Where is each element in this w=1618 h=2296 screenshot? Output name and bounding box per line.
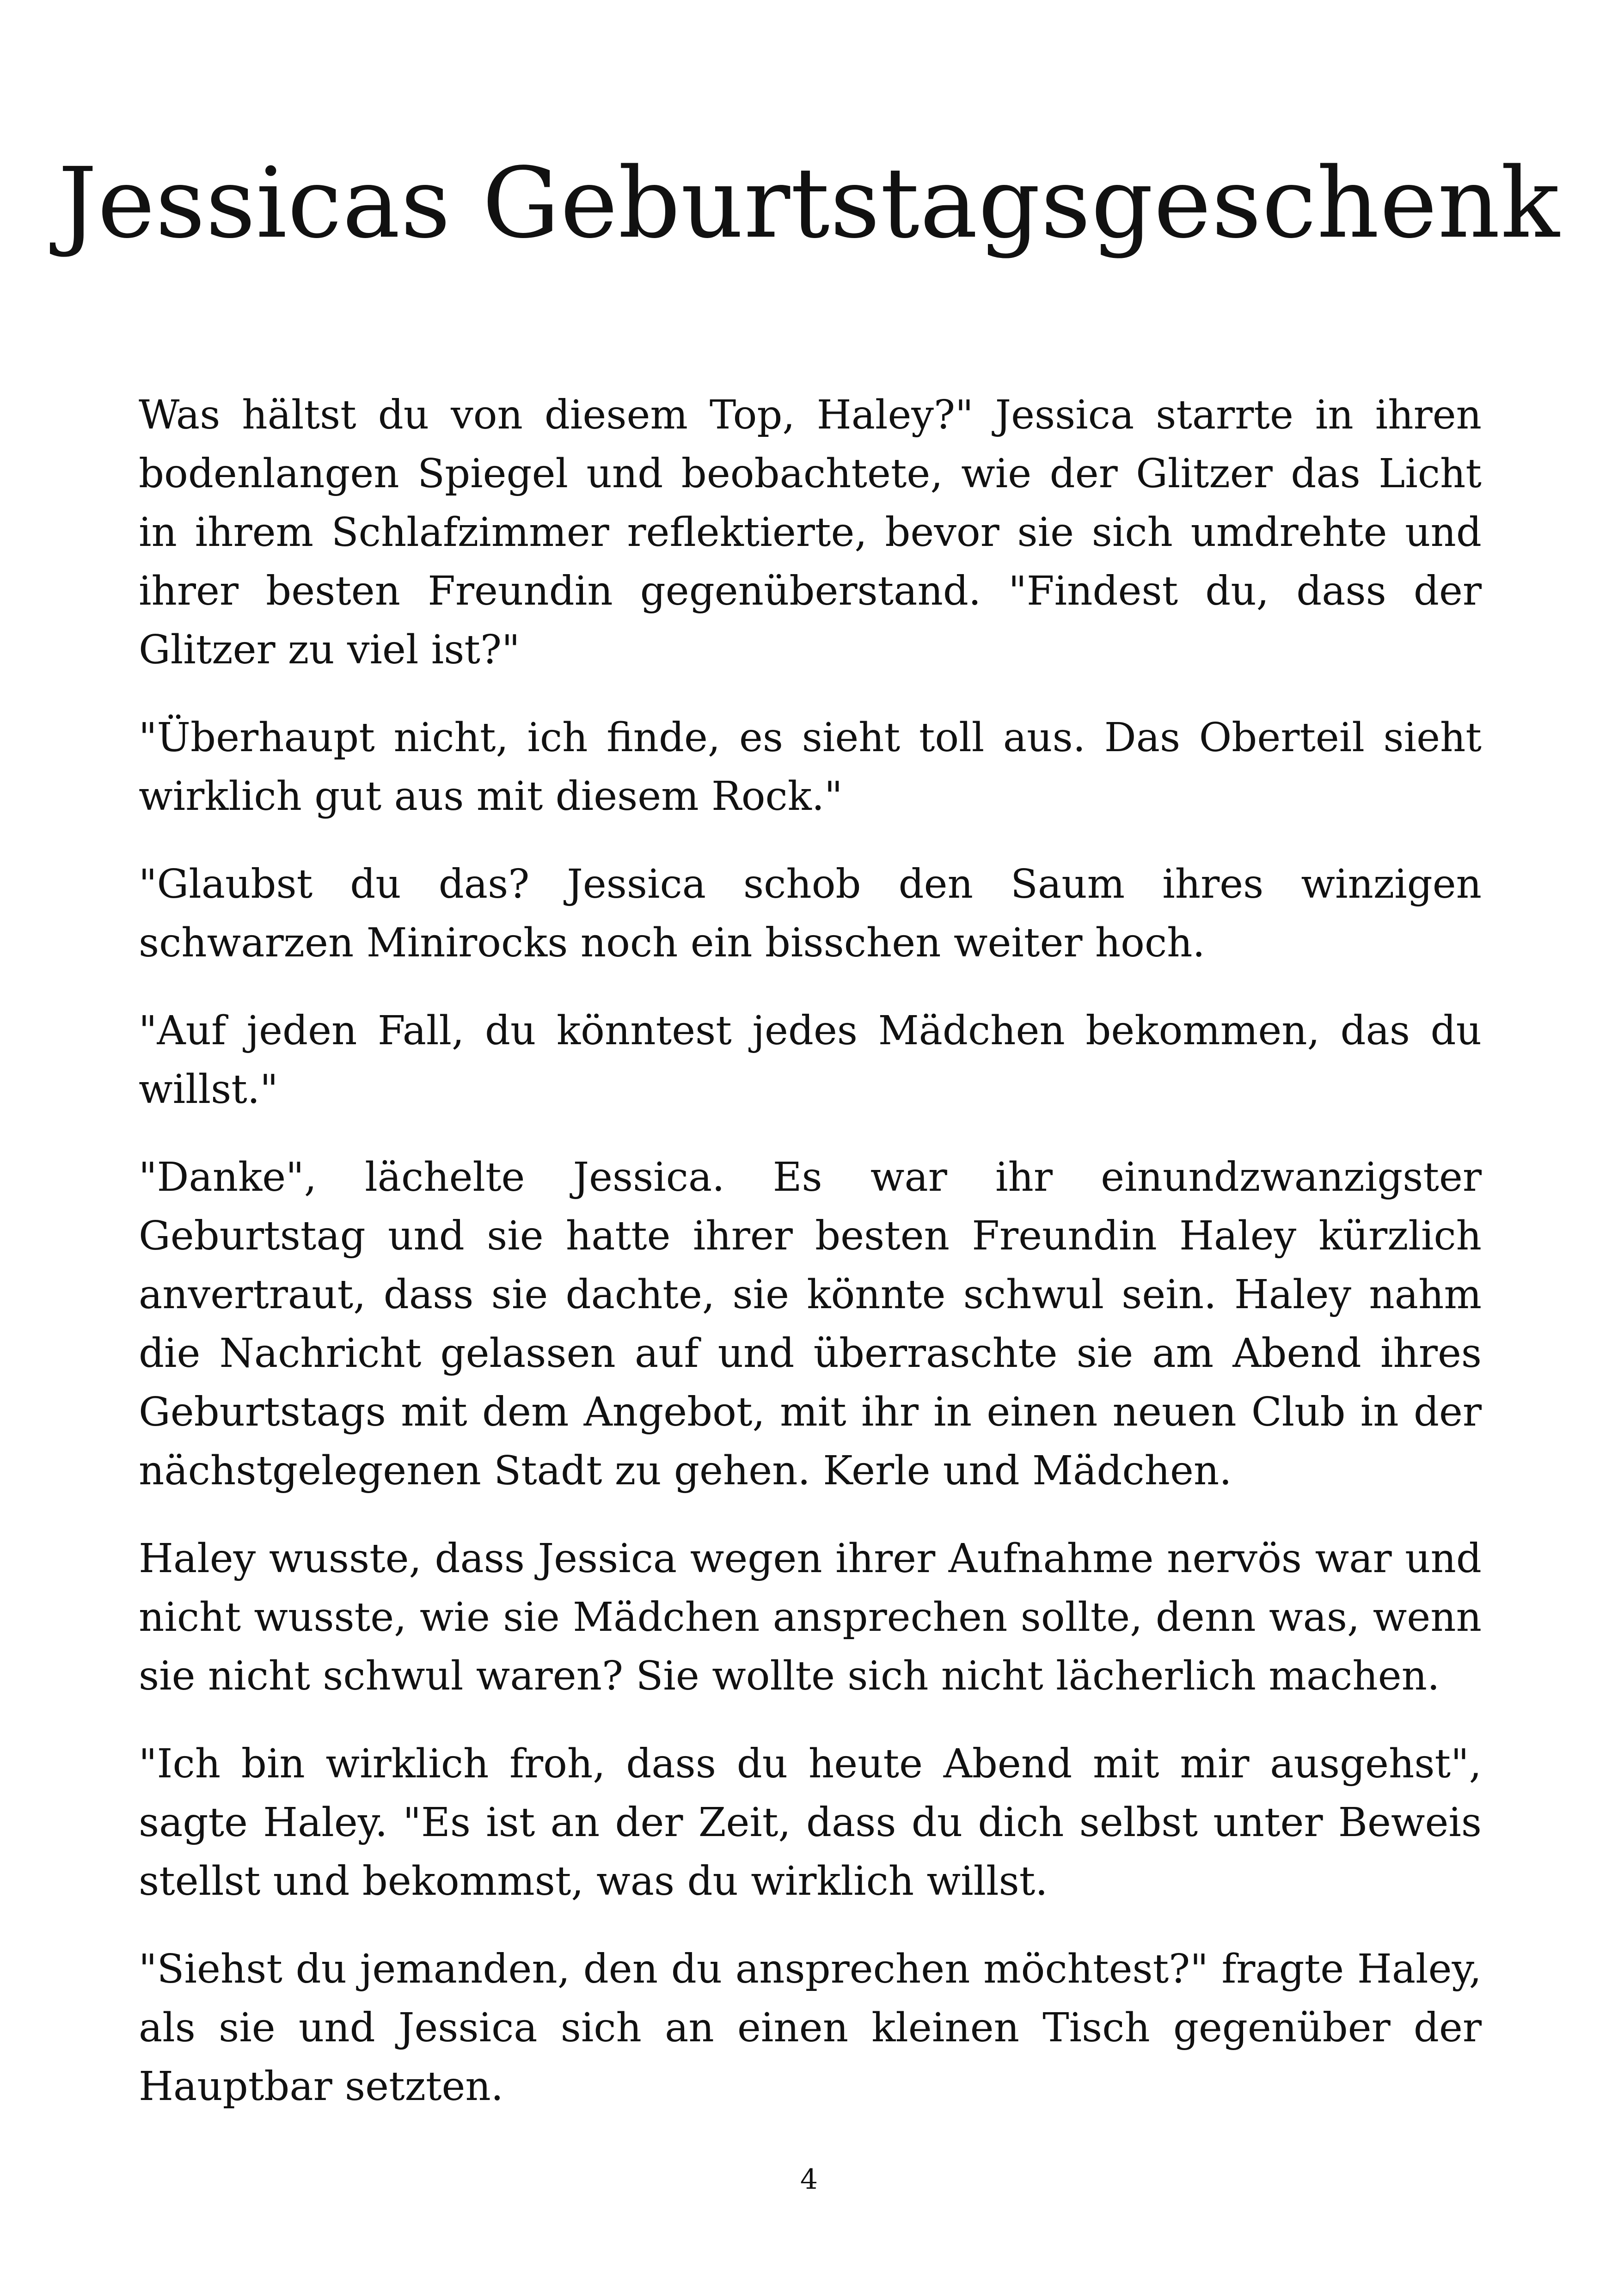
body-text xyxy=(139,386,1482,2145)
page-title: Jessicas Geburtstagsgeschenk xyxy=(58,147,1560,260)
paragraph: "Ich bin wirklich froh, dass du heute Abend mit mir ausgehst", sagte Haley. "Es ist an der Zeit, dass du dich selbst unter Beweis stellst und bekommst, was du wirklich willst. xyxy=(139,1741,1482,1904)
paragraph: Was hältst du von diesem Top, Haley?" Jessica starrte in ihren bodenlangen Spiegel und beobachtete, wie der Glitzer das Licht in ihrem Schlafzimmer reflektierte, bevor sie sich umdrehte und ihrer besten Freundin gegenüberstand. "Findest du, dass der Glitzer zu viel ist?" xyxy=(139,392,1482,673)
paragraph: "Siehst du jemanden, den du ansprechen möchtest?" fragte Haley, als sie und Jessica sich an einen kleinen Tisch gegenüber der Hauptbar setzten. xyxy=(139,1946,1482,2110)
paragraph: "Überhaupt nicht, ich finde, es sieht toll aus. Das Oberteil sieht wirklich gut aus mit diesem Rock." xyxy=(139,715,1482,820)
paragraph: Haley wusste, dass Jessica wegen ihrer Aufnahme nervös war und nicht wusste, wie sie Mädchen ansprechen sollte, denn was, wenn sie nicht schwul waren? Sie wollte sich nicht lächerlich machen. xyxy=(139,1536,1482,1699)
paragraph: "Glaubst du das? Jessica schob den Saum ihres winzigen schwarzen Minirocks noch ein bisschen weiter hoch. xyxy=(139,861,1482,966)
page-number: 4 xyxy=(800,2163,818,2196)
paragraph: "Danke", lächelte Jessica. Es war ihr einundzwanzigster Geburtstag und sie hatte ihrer besten Freundin Haley kürzlich anvertraut, dass sie dachte, sie könnte schwul sein. Haley nahm die Nachricht gelassen auf und überraschte sie am Abend ihres Geburtstags mit dem Angebot, mit ihr in einen neuen Club in der nächstgelegenen Stadt zu gehen. Kerle und Mädchen. xyxy=(139,1154,1482,1494)
paragraph: "Auf jeden Fall, du könntest jedes Mädchen bekommen, das du willst." xyxy=(139,1008,1482,1113)
